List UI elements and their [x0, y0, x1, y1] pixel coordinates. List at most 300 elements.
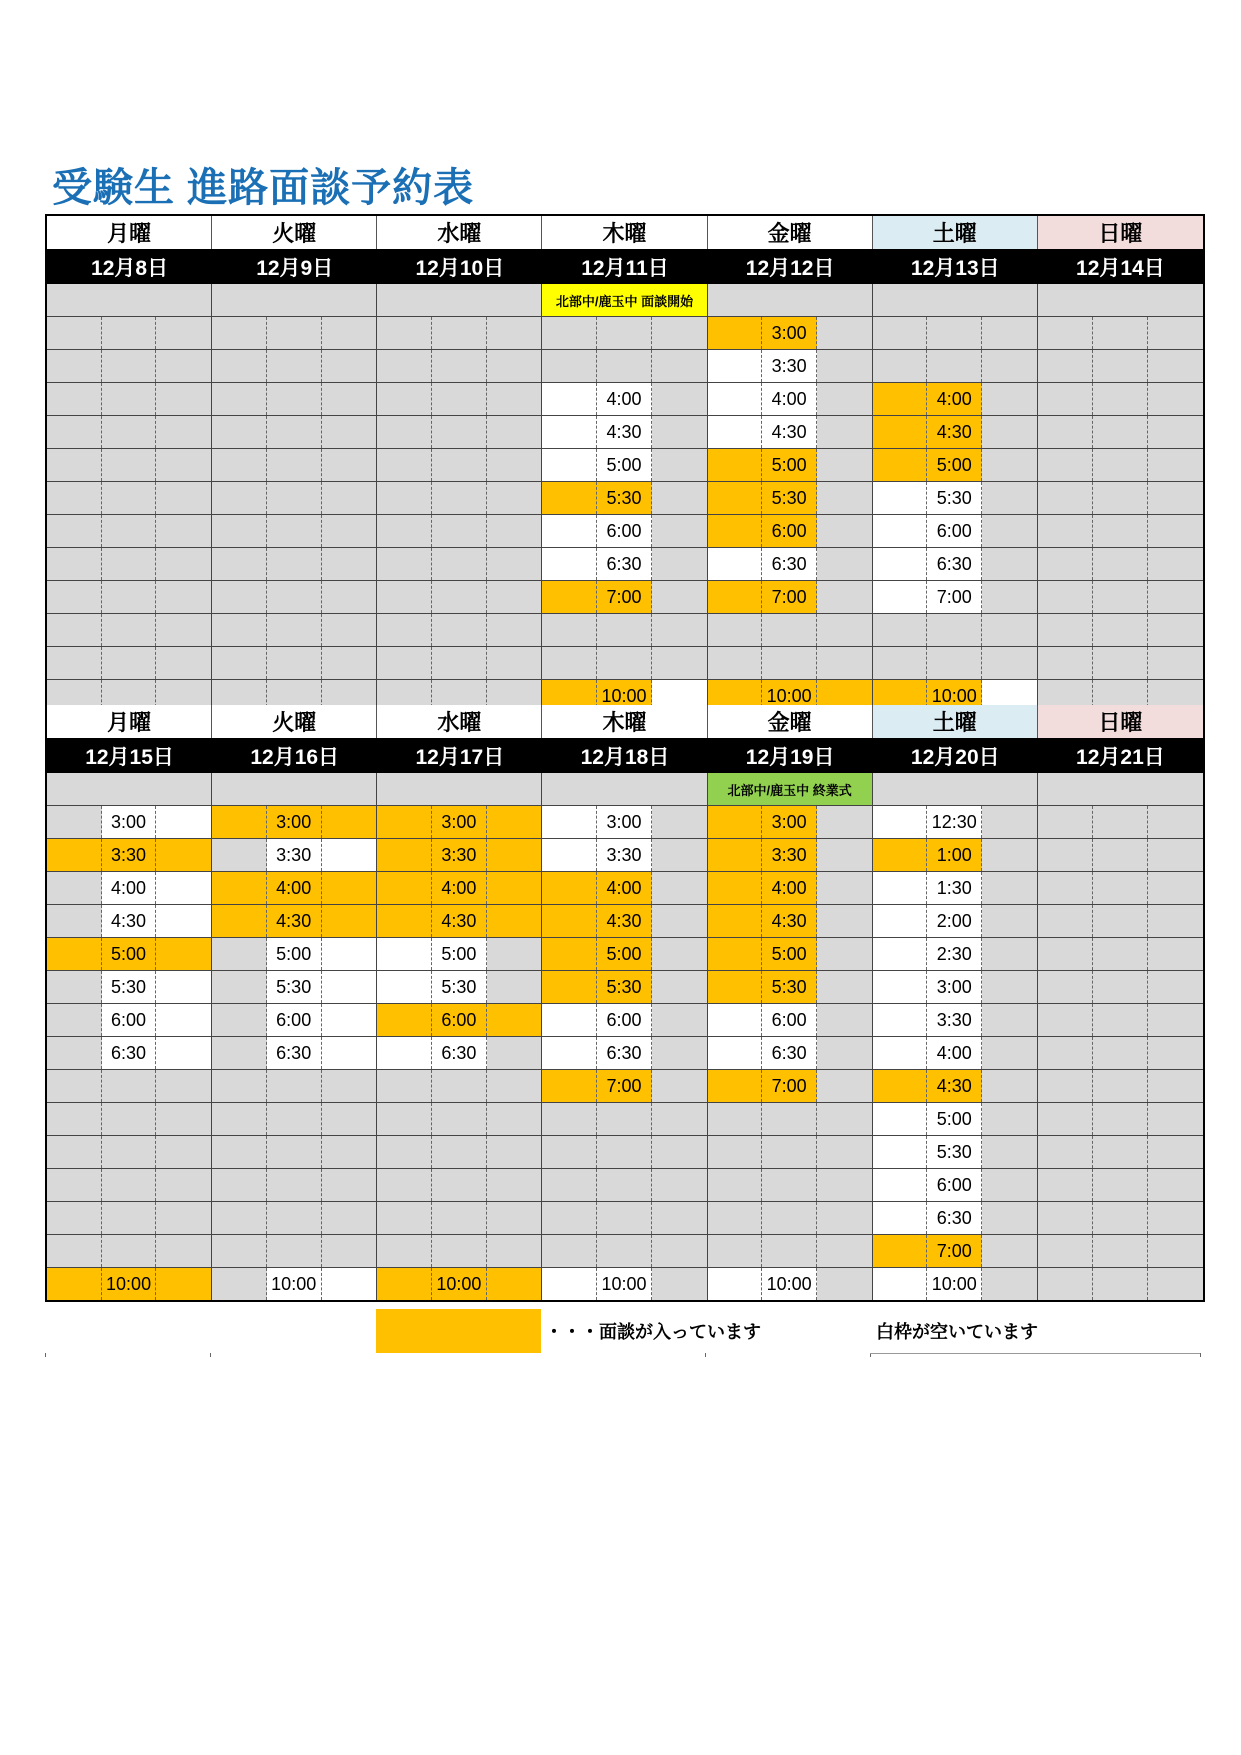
booked-slot[interactable]: 1:00 [927, 839, 982, 871]
empty-cell [982, 1202, 1037, 1234]
empty-cell [322, 872, 377, 904]
free-slot[interactable]: 6:30 [927, 1202, 982, 1234]
date-tue: 12月9日 [256, 257, 334, 280]
note-cell [1038, 284, 1203, 316]
date-sat: 12月13日 [910, 257, 1000, 280]
free-slot[interactable]: 4:00 [102, 872, 157, 904]
empty-cell [102, 1103, 157, 1135]
empty-cell [982, 449, 1037, 481]
empty-cell [817, 1169, 872, 1201]
note-cell [212, 773, 377, 805]
free-slot[interactable]: 10:00 [927, 1268, 982, 1300]
booked-slot[interactable]: 4:30 [432, 905, 487, 937]
empty-cell [267, 350, 322, 382]
empty-cell [1148, 872, 1203, 904]
legend-free-label: 白枠が空いています [876, 1322, 1038, 1342]
empty-cell [212, 1169, 267, 1201]
day-cell-fri [708, 905, 873, 937]
day-cell-thu [542, 938, 707, 970]
free-slot[interactable]: 6:00 [927, 515, 982, 547]
empty-cell [487, 1268, 542, 1300]
weekday-tue: 火曜 [212, 705, 377, 738]
booked-slot[interactable]: 3:00 [762, 806, 817, 838]
day-cell-thu [542, 647, 707, 679]
booked-slot[interactable]: 7:00 [597, 581, 652, 613]
time-slot-row [47, 515, 1203, 548]
free-slot[interactable]: 3:30 [927, 1004, 982, 1036]
empty-cell [1093, 416, 1148, 448]
empty-cell [542, 839, 597, 871]
empty-cell [708, 350, 763, 382]
empty-cell [762, 1235, 817, 1267]
booked-slot[interactable]: 5:30 [762, 482, 817, 514]
empty-cell [487, 1136, 542, 1168]
note-cell [47, 284, 212, 316]
empty-cell [377, 1235, 432, 1267]
weekday-thu: 木曜 [542, 705, 707, 738]
day-cell-sat [873, 1136, 1038, 1168]
booked-slot[interactable]: 4:30 [927, 416, 982, 448]
free-slot[interactable]: 4:30 [597, 416, 652, 448]
empty-cell [982, 1004, 1037, 1036]
day-cell-tue [212, 548, 377, 580]
empty-cell [1093, 938, 1148, 970]
booked-slot[interactable]: 4:00 [762, 872, 817, 904]
free-slot[interactable]: 10:00 [267, 1268, 322, 1300]
booked-slot[interactable]: 7:00 [597, 1070, 652, 1102]
empty-cell [377, 515, 432, 547]
note-cell [377, 284, 542, 316]
day-cell-thu [542, 1235, 707, 1267]
empty-cell [487, 839, 542, 871]
day-cell-tue [212, 449, 377, 481]
free-slot[interactable]: 5:30 [432, 971, 487, 1003]
day-cell-sun [1038, 449, 1203, 481]
day-cell-mon [47, 1268, 212, 1300]
empty-cell [322, 971, 377, 1003]
empty-cell [927, 647, 982, 679]
empty-cell [1148, 1037, 1203, 1069]
day-cell-fri [708, 806, 873, 838]
booked-slot[interactable]: 7:00 [927, 1235, 982, 1267]
day-cell-sun [1038, 317, 1203, 349]
day-cell-sun [1038, 1235, 1203, 1267]
empty-cell [652, 806, 707, 838]
free-slot[interactable]: 5:30 [927, 1136, 982, 1168]
time-slot-row [47, 1136, 1203, 1169]
empty-cell [542, 1202, 597, 1234]
empty-cell [47, 482, 102, 514]
booked-slot[interactable]: 3:00 [432, 806, 487, 838]
booked-slot[interactable]: 4:30 [927, 1070, 982, 1102]
empty-cell [47, 905, 102, 937]
weekday-wed: 水曜 [377, 705, 542, 738]
empty-cell [156, 350, 211, 382]
day-cell-tue [212, 416, 377, 448]
empty-cell [47, 383, 102, 415]
day-cell-thu [542, 1037, 707, 1069]
empty-cell [982, 383, 1037, 415]
day-cell-wed [377, 383, 542, 415]
day-cell-tue [212, 1136, 377, 1168]
booked-slot[interactable]: 4:30 [267, 905, 322, 937]
day-cell-thu [542, 872, 707, 904]
booked-slot[interactable]: 4:00 [267, 872, 322, 904]
empty-cell [432, 1136, 487, 1168]
empty-cell [873, 1004, 928, 1036]
booked-slot[interactable]: 3:00 [267, 806, 322, 838]
booked-slot[interactable]: 7:00 [762, 581, 817, 613]
empty-cell [1038, 482, 1093, 514]
free-slot[interactable]: 5:30 [102, 971, 157, 1003]
day-cell-sun [1038, 971, 1203, 1003]
day-cell-tue [212, 383, 377, 415]
booked-slot[interactable]: 3:30 [432, 839, 487, 871]
free-slot[interactable]: 5:00 [597, 449, 652, 481]
empty-cell [487, 971, 542, 1003]
empty-cell [322, 806, 377, 838]
empty-cell [212, 350, 267, 382]
free-slot[interactable]: 6:30 [597, 548, 652, 580]
free-slot[interactable]: 2:30 [927, 938, 982, 970]
empty-cell [102, 1235, 157, 1267]
empty-cell [156, 482, 211, 514]
booked-slot[interactable]: 5:00 [597, 938, 652, 970]
empty-cell [156, 548, 211, 580]
empty-cell [873, 482, 928, 514]
free-slot[interactable]: 12:30 [927, 806, 982, 838]
booked-slot[interactable]: 5:00 [927, 449, 982, 481]
day-cell-sun [1038, 350, 1203, 382]
empty-cell [267, 317, 322, 349]
booked-slot[interactable]: 10:00 [927, 680, 982, 712]
empty-cell [542, 647, 597, 679]
day-cell-thu [542, 1268, 707, 1300]
empty-cell [487, 872, 542, 904]
day-cell-sat [873, 1070, 1038, 1102]
empty-cell [708, 383, 763, 415]
booked-slot[interactable]: 7:00 [762, 1070, 817, 1102]
day-cell-wed [377, 1070, 542, 1102]
day-cell-sat [873, 1037, 1038, 1069]
day-cell-mon [47, 1103, 212, 1135]
empty-cell [47, 350, 102, 382]
day-cell-thu [542, 1169, 707, 1201]
empty-cell [817, 938, 872, 970]
day-cell-wed [377, 1103, 542, 1135]
booked-slot[interactable]: 5:00 [102, 938, 157, 970]
booked-slot[interactable]: 5:30 [762, 971, 817, 1003]
booked-slot[interactable]: 5:00 [762, 938, 817, 970]
day-cell-tue [212, 1037, 377, 1069]
booked-slot[interactable]: 3:30 [762, 839, 817, 871]
divider [705, 1353, 706, 1357]
empty-cell [377, 383, 432, 415]
empty-cell [542, 971, 597, 1003]
empty-cell [708, 1136, 763, 1168]
day-cell-fri [708, 839, 873, 871]
free-slot[interactable]: 10:00 [762, 1268, 817, 1300]
free-slot[interactable]: 4:00 [597, 383, 652, 415]
note-cell [542, 773, 707, 805]
empty-cell [47, 1202, 102, 1234]
free-slot[interactable]: 7:00 [927, 581, 982, 613]
free-slot[interactable]: 6:00 [102, 1004, 157, 1036]
empty-cell [873, 1268, 928, 1300]
booked-slot[interactable]: 5:30 [597, 482, 652, 514]
free-slot[interactable]: 6:30 [927, 548, 982, 580]
booked-slot[interactable]: 4:00 [927, 383, 982, 415]
free-slot[interactable]: 5:30 [267, 971, 322, 1003]
empty-cell [652, 938, 707, 970]
empty-cell [322, 1202, 377, 1234]
free-slot[interactable]: 6:30 [432, 1037, 487, 1069]
empty-cell [542, 383, 597, 415]
empty-cell [1148, 1235, 1203, 1267]
empty-cell [377, 482, 432, 514]
day-cell-mon [47, 1070, 212, 1102]
empty-cell [873, 1103, 928, 1135]
booked-slot[interactable]: 5:30 [597, 971, 652, 1003]
day-cell-sat [873, 872, 1038, 904]
day-cell-sat [873, 581, 1038, 613]
empty-cell [927, 350, 982, 382]
empty-cell [982, 1268, 1037, 1300]
empty-cell [708, 1169, 763, 1201]
day-cell-fri [708, 317, 873, 349]
booked-slot[interactable]: 6:00 [432, 1004, 487, 1036]
empty-cell [542, 1037, 597, 1069]
free-slot[interactable]: 5:30 [927, 482, 982, 514]
empty-cell [322, 614, 377, 646]
empty-cell [322, 1103, 377, 1135]
empty-cell [817, 1103, 872, 1135]
empty-cell [487, 449, 542, 481]
booked-slot[interactable]: 10:00 [102, 1268, 157, 1300]
empty-cell [377, 1004, 432, 1036]
empty-cell [597, 647, 652, 679]
empty-cell [1093, 581, 1148, 613]
time-slot-row [47, 806, 1203, 839]
note-cell [873, 284, 1038, 316]
day-cell-sun [1038, 839, 1203, 871]
empty-cell [322, 383, 377, 415]
empty-cell [212, 548, 267, 580]
empty-cell [1148, 806, 1203, 838]
empty-cell [597, 1169, 652, 1201]
empty-cell [652, 449, 707, 481]
empty-cell [873, 872, 928, 904]
time-slot-row [47, 872, 1203, 905]
day-cell-sat [873, 1235, 1038, 1267]
booked-slot[interactable]: 5:00 [762, 449, 817, 481]
booked-slot[interactable]: 4:00 [432, 872, 487, 904]
booked-slot[interactable]: 3:30 [102, 839, 157, 871]
empty-cell [817, 1202, 872, 1234]
empty-cell [708, 839, 763, 871]
booked-slot[interactable]: 4:30 [762, 905, 817, 937]
booked-slot[interactable]: 6:00 [762, 515, 817, 547]
empty-cell [156, 905, 211, 937]
free-slot[interactable]: 2:00 [927, 905, 982, 937]
free-slot[interactable]: 6:30 [102, 1037, 157, 1069]
empty-cell [1038, 383, 1093, 415]
empty-cell [156, 806, 211, 838]
empty-cell [982, 839, 1037, 871]
free-slot[interactable]: 6:00 [597, 1004, 652, 1036]
empty-cell [322, 548, 377, 580]
booked-slot[interactable]: 10:00 [597, 680, 652, 712]
time-slot-row [47, 482, 1203, 515]
empty-cell [377, 647, 432, 679]
empty-cell [47, 581, 102, 613]
day-cell-wed [377, 971, 542, 1003]
empty-cell [762, 647, 817, 679]
day-cell-thu [542, 581, 707, 613]
free-slot[interactable]: 3:30 [762, 350, 817, 382]
empty-cell [1148, 350, 1203, 382]
empty-cell [652, 416, 707, 448]
empty-cell [708, 548, 763, 580]
day-cell-fri [708, 1235, 873, 1267]
day-cell-wed [377, 647, 542, 679]
booked-slot[interactable]: 3:00 [762, 317, 817, 349]
empty-cell [817, 482, 872, 514]
empty-cell [156, 1037, 211, 1069]
empty-cell [322, 350, 377, 382]
empty-cell [212, 1004, 267, 1036]
free-slot[interactable]: 6:00 [927, 1169, 982, 1201]
day-cell-thu [542, 548, 707, 580]
date-header-row [47, 250, 1203, 284]
booked-slot[interactable]: 10:00 [432, 1268, 487, 1300]
empty-cell [156, 1070, 211, 1102]
day-cell-mon [47, 449, 212, 481]
empty-cell [873, 614, 928, 646]
day-cell-sun [1038, 905, 1203, 937]
empty-cell [1148, 1070, 1203, 1102]
empty-cell [156, 383, 211, 415]
free-slot[interactable]: 3:00 [102, 806, 157, 838]
date-fri: 12月12日 [745, 257, 835, 280]
empty-cell [1148, 416, 1203, 448]
booked-slot[interactable]: 4:00 [597, 872, 652, 904]
empty-cell [432, 548, 487, 580]
empty-cell [873, 317, 928, 349]
day-cell-sun [1038, 1169, 1203, 1201]
free-slot[interactable]: 4:30 [762, 416, 817, 448]
day-cell-fri [708, 383, 873, 415]
empty-cell [542, 614, 597, 646]
empty-cell [1093, 350, 1148, 382]
empty-cell [1148, 839, 1203, 871]
free-slot[interactable]: 6:30 [597, 1037, 652, 1069]
free-slot[interactable]: 3:00 [927, 971, 982, 1003]
free-slot[interactable]: 5:00 [432, 938, 487, 970]
day-cell-wed [377, 449, 542, 481]
empty-cell [432, 647, 487, 679]
free-slot[interactable]: 3:30 [267, 839, 322, 871]
empty-cell [267, 614, 322, 646]
empty-cell [873, 905, 928, 937]
empty-cell [487, 1070, 542, 1102]
time-slot-row [47, 1235, 1203, 1268]
empty-cell [47, 1169, 102, 1201]
empty-cell [708, 1070, 763, 1102]
empty-cell [652, 971, 707, 1003]
empty-cell [377, 581, 432, 613]
free-slot[interactable]: 6:30 [762, 1037, 817, 1069]
day-cell-thu [542, 1136, 707, 1168]
empty-cell [487, 1103, 542, 1135]
empty-cell [47, 872, 102, 904]
free-slot[interactable]: 6:00 [267, 1004, 322, 1036]
empty-cell [708, 1037, 763, 1069]
day-cell-sat [873, 317, 1038, 349]
empty-cell [267, 1202, 322, 1234]
empty-cell [1093, 905, 1148, 937]
empty-cell [212, 614, 267, 646]
free-slot[interactable]: 6:30 [267, 1037, 322, 1069]
day-cell-tue [212, 1070, 377, 1102]
date-mon: 12月15日 [85, 746, 174, 769]
free-slot[interactable]: 5:00 [267, 938, 322, 970]
empty-cell [487, 806, 542, 838]
empty-cell [156, 449, 211, 481]
time-slot-row [47, 839, 1203, 872]
empty-cell [1148, 647, 1203, 679]
empty-cell [432, 350, 487, 382]
free-slot[interactable]: 4:00 [762, 383, 817, 415]
empty-cell [156, 1103, 211, 1135]
empty-cell [1038, 839, 1093, 871]
weekday-header-row [47, 705, 1203, 739]
booked-slot[interactable]: 10:00 [762, 680, 817, 712]
free-slot[interactable]: 3:30 [597, 839, 652, 871]
empty-cell [1148, 905, 1203, 937]
empty-cell [156, 1169, 211, 1201]
day-cell-wed [377, 416, 542, 448]
free-slot[interactable]: 4:00 [927, 1037, 982, 1069]
empty-cell [212, 938, 267, 970]
free-slot[interactable]: 6:00 [762, 1004, 817, 1036]
empty-cell [377, 1103, 432, 1135]
empty-cell [542, 905, 597, 937]
booked-slot[interactable]: 4:30 [597, 905, 652, 937]
free-slot[interactable]: 4:30 [102, 905, 157, 937]
empty-cell [487, 1235, 542, 1267]
free-slot[interactable]: 6:30 [762, 548, 817, 580]
free-slot[interactable]: 10:00 [597, 1268, 652, 1300]
day-cell-fri [708, 872, 873, 904]
free-slot[interactable]: 1:30 [927, 872, 982, 904]
day-cell-thu [542, 806, 707, 838]
empty-cell [1038, 350, 1093, 382]
empty-cell [542, 1235, 597, 1267]
empty-cell [156, 581, 211, 613]
empty-cell [1038, 614, 1093, 646]
empty-cell [432, 1169, 487, 1201]
empty-cell [377, 1070, 432, 1102]
empty-cell [652, 515, 707, 547]
weekday-mon: 月曜 [47, 705, 212, 738]
empty-cell [212, 1202, 267, 1234]
empty-cell [542, 806, 597, 838]
free-slot[interactable]: 6:00 [597, 515, 652, 547]
free-slot[interactable]: 3:00 [597, 806, 652, 838]
time-slot-row [47, 350, 1203, 383]
free-slot[interactable]: 5:00 [927, 1103, 982, 1135]
